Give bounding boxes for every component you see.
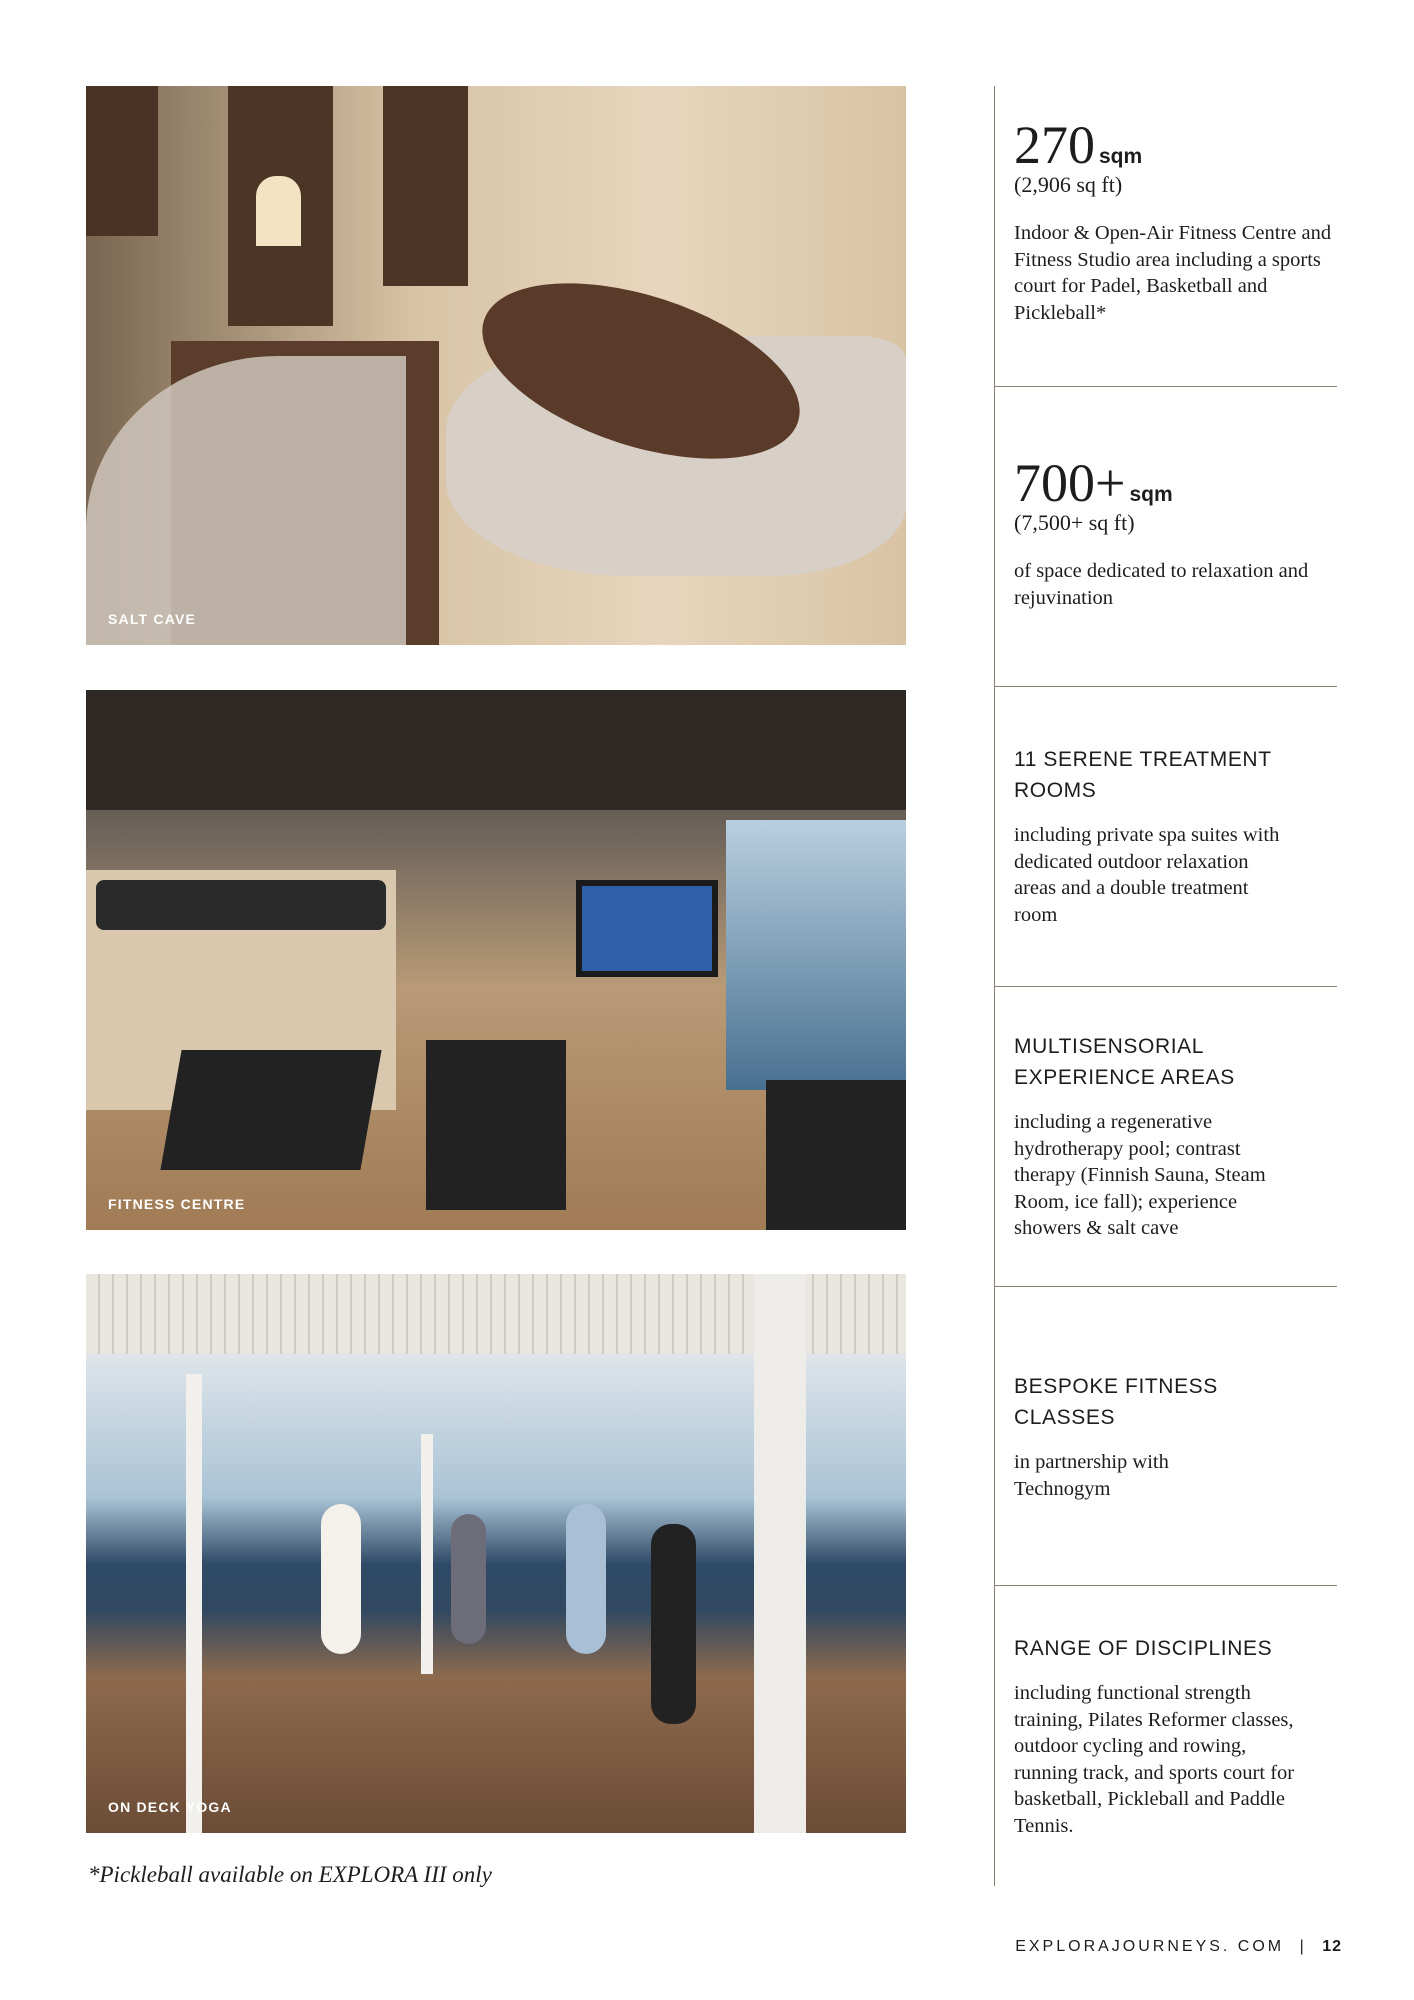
feature-disciplines — [1014, 1633, 1314, 1839]
fitness-centre-photo — [86, 690, 906, 1230]
stat-area-fitness — [1014, 115, 1334, 326]
photo-caption: FITNESS CENTRE — [108, 1196, 246, 1212]
photo-caption: ON DECK YOGA — [108, 1799, 232, 1815]
footer-separator: | — [1299, 1938, 1307, 1955]
stat-number: 700+ — [1014, 453, 1126, 513]
page-number: 12 — [1322, 1938, 1342, 1955]
feature-body: including a regenerative hydrotherapy pool; contrast therapy (Finnish Sauna, Steam Room, ice fall); experience showers & salt cave — [1014, 1111, 1266, 1239]
section-divider — [994, 1585, 1337, 1586]
section-divider — [994, 386, 1337, 387]
section-divider — [994, 1286, 1337, 1287]
photo-caption: SALT CAVE — [108, 611, 197, 627]
stat-body: Indoor & Open-Air Fitness Centre and Fitness Studio area including a sports court for Padel, Basketball and Pickleball* — [1014, 222, 1332, 324]
page-footer — [1015, 1938, 1342, 1956]
stat-unit: sqm — [1099, 145, 1143, 168]
salt-cave-photo — [86, 86, 906, 645]
stat-sub: (7,500+ sq ft) — [1014, 510, 1135, 535]
footnote: *Pickleball available on EXPLORA III only — [88, 1862, 492, 1887]
feature-bespoke-classes — [1014, 1371, 1254, 1502]
feature-heading: BESPOKE FITNESS CLASSES — [1014, 1375, 1218, 1429]
feature-heading: RANGE OF DISCIPLINES — [1014, 1637, 1273, 1660]
section-divider — [994, 686, 1337, 687]
stat-area-relaxation — [1014, 453, 1334, 611]
on-deck-yoga-photo — [86, 1274, 906, 1833]
feature-body: including private spa suites with dedicated outdoor relaxation areas and a double treatment room — [1014, 824, 1280, 926]
feature-multisensorial — [1014, 1031, 1304, 1242]
stat-sub: (2,906 sq ft) — [1014, 172, 1123, 197]
website-link[interactable]: EXPLORAJOURNEYS. COM — [1015, 1938, 1285, 1955]
feature-body: in partnership with Technogym — [1014, 1451, 1169, 1500]
feature-heading: 11 SERENE TREATMENT ROOMS — [1014, 748, 1272, 802]
section-divider — [994, 986, 1337, 987]
stat-unit: sqm — [1129, 483, 1173, 506]
feature-treatment-rooms — [1014, 744, 1284, 928]
feature-body: including functional strength training, Pilates Reformer classes, outdoor cycling and rowing, running track, and sports court for basketball, Pickleball and Paddle Tennis. — [1014, 1682, 1295, 1837]
feature-heading: MULTISENSORIAL EXPERIENCE AREAS — [1014, 1035, 1235, 1089]
stat-body: of space dedicated to relaxation and rejuvination — [1014, 560, 1309, 609]
stat-number: 270 — [1014, 115, 1095, 175]
